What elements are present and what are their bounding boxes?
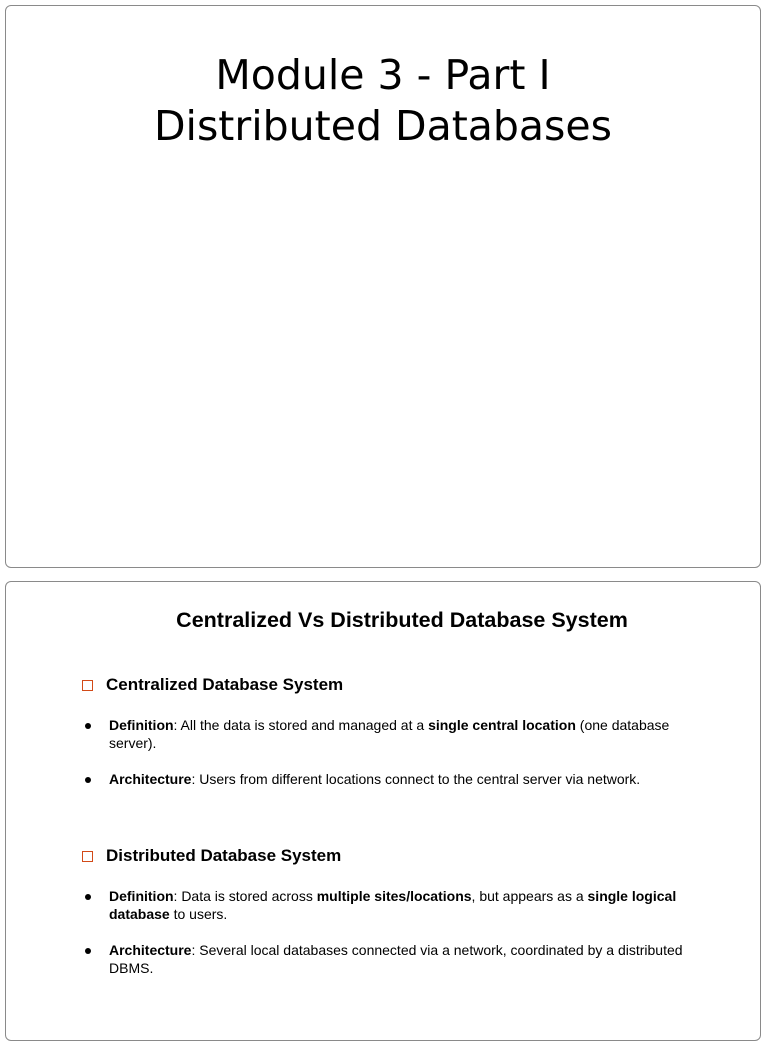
bullet-text xyxy=(109,770,685,788)
list-item xyxy=(85,716,685,752)
bullet-dot-icon xyxy=(85,777,91,783)
bullet-label: Definition xyxy=(109,717,174,733)
bullet-text xyxy=(109,941,685,977)
bullet-dot-icon xyxy=(85,723,91,729)
slide-title xyxy=(6,50,760,152)
bullet-body: , but appears as a xyxy=(471,888,588,904)
section-heading-text: Distributed Database System xyxy=(106,846,342,865)
content-slide xyxy=(5,581,761,1041)
title-line-2: Distributed Databases xyxy=(153,102,612,150)
list-item xyxy=(85,941,685,977)
bullet-emphasis: single central location xyxy=(428,717,576,733)
title-slide xyxy=(5,5,761,568)
checkbox-icon xyxy=(82,680,93,691)
bullet-body: (one database server). xyxy=(109,717,670,751)
checkbox-icon xyxy=(82,851,93,862)
bullet-dot-icon xyxy=(85,948,91,954)
bullet-body: to users. xyxy=(169,906,228,922)
list-item xyxy=(85,887,685,923)
bullet-emphasis: multiple sites/locations xyxy=(316,888,472,904)
bullet-dot-icon xyxy=(85,894,91,900)
slide-heading: Centralized Vs Distributed Database System xyxy=(176,608,628,632)
section-heading-text: Centralized Database System xyxy=(106,675,344,694)
bullet-emphasis: single logical database xyxy=(109,888,677,922)
section-heading-centralized xyxy=(82,675,343,695)
bullet-label: Definition xyxy=(109,888,174,904)
bullet-label: Architecture xyxy=(109,771,192,787)
list-item xyxy=(85,770,685,788)
bullet-body: : Users from different locations connect to the central server via network. xyxy=(191,771,641,787)
bullet-body: : Data is stored across xyxy=(173,888,317,904)
bullet-body: : Several local databases connected via a network, coordinated by a distributed DBMS. xyxy=(109,942,683,976)
bullet-body: : All the data is stored and managed at a xyxy=(173,717,429,733)
bullet-text xyxy=(109,716,685,752)
title-line-1: Module 3 - Part I xyxy=(215,51,551,99)
bullet-text xyxy=(109,887,685,923)
section-heading-distributed xyxy=(82,846,341,866)
bullet-label: Architecture xyxy=(109,942,192,958)
